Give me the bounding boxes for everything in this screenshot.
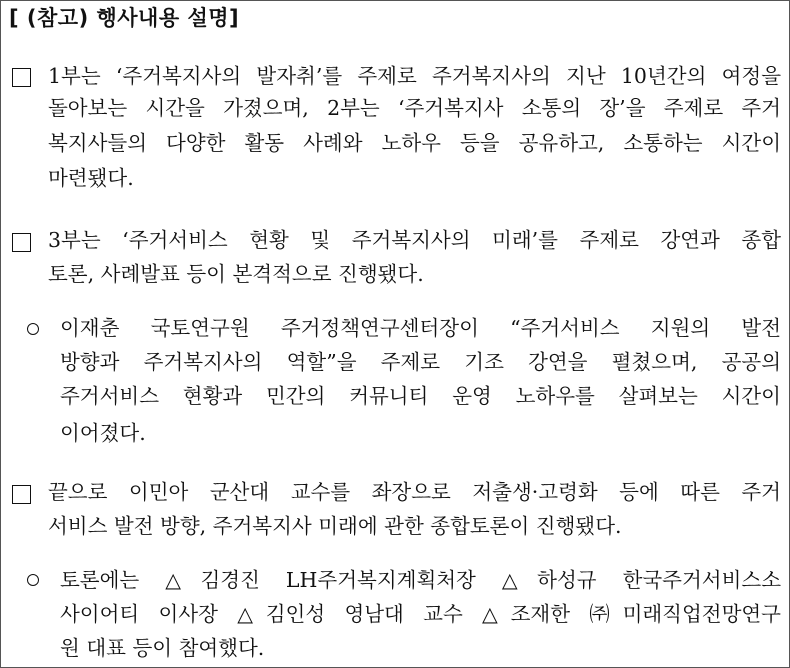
paragraph-line: 이재춘 국토연구원 주거정책연구센터장이 “주거서비스 지원의 발전: [60, 316, 781, 340]
paragraph-line: 복지사들의 다양한 활동 사례와 노하우 등을 공유하고, 소통하는 시간이: [48, 131, 781, 155]
paragraph-line: 토론, 사례발표 등이 본격적으로 진행됐다.: [48, 262, 424, 286]
circle-bullet-icon: [27, 323, 39, 335]
paragraph-line: 방향과 주거복지사의 역할”을 주제로 기조 강연을 펼쳤으며, 공공의: [60, 350, 781, 374]
paragraph-line: 돌아보는 시간을 가졌으며, 2부는 ‘주거복지사 소통의 장’을 주제로 주거: [48, 96, 781, 120]
paragraph-line: 토론에는 △김경진 LH주거복지계획처장 △하성규 한국주거서비스소: [60, 568, 781, 592]
square-bullet-icon: [12, 68, 31, 87]
paragraph-line: 3부는 ‘주거서비스 현황 및 주거복지사의 미래’를 주제로 강연과 종합: [48, 228, 781, 252]
paragraph-line: 1부는 ‘주거복지사의 발자취’를 주제로 주거복지사의 지난 10년간의 여정을: [48, 64, 781, 88]
paragraph-line: 주거서비스 현황과 민간의 커뮤니티 운영 노하우를 살펴보는 시간이: [60, 384, 781, 408]
paragraph-line: 이어졌다.: [60, 421, 146, 445]
circle-bullet-icon: [27, 574, 39, 586]
paragraph-line: 원 대표 등이 참여했다.: [60, 636, 265, 660]
square-bullet-icon: [12, 233, 31, 252]
section-heading: [ (참고) 행사내용 설명]: [9, 6, 240, 30]
paragraph-line: 사이어티 이사장 △김인성 영남대 교수 △조재한 ㈜미래직업전망연구: [60, 602, 781, 626]
paragraph-line: 마련됐다.: [48, 166, 134, 190]
square-bullet-icon: [12, 485, 31, 504]
paragraph-line: 끝으로 이민아 군산대 교수를 좌장으로 저출생·고령화 등에 따른 주거: [48, 480, 781, 504]
paragraph-line: 서비스 발전 방향, 주거복지사 미래에 관한 종합토론이 진행됐다.: [48, 514, 622, 538]
